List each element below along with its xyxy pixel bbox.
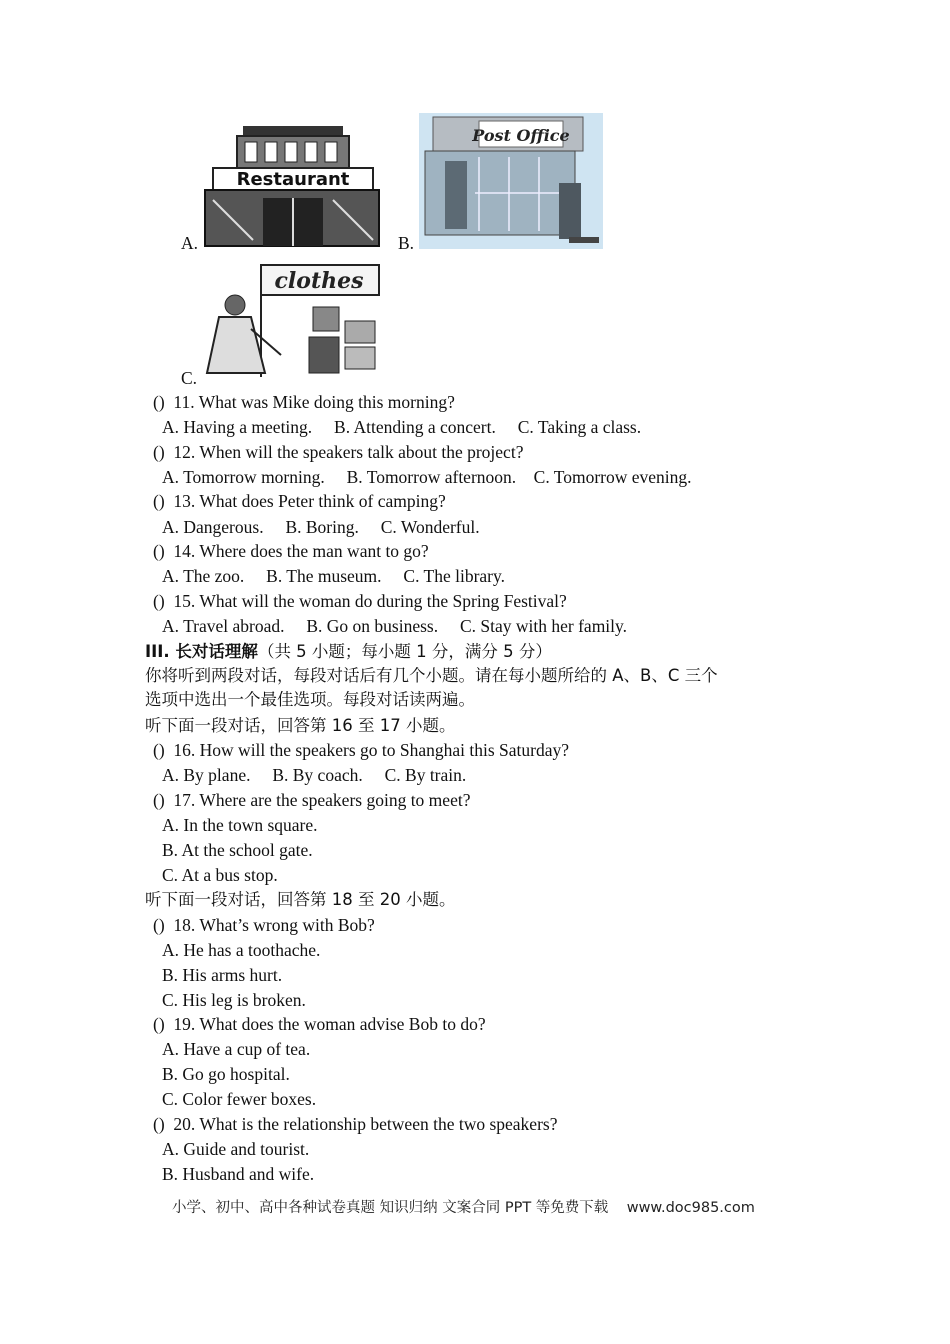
question-15: () 15. What will the woman do during the Spring Festival? (153, 591, 567, 611)
question-19-option-c: C. Color fewer boxes. (162, 1089, 317, 1109)
question-17-option-b: B. At the school gate. (162, 840, 313, 860)
question-13: () 13. What does Peter think of camping? (153, 491, 446, 511)
question-15-options: A. Travel abroad. B. Go on business. C. Stay with her family. (162, 616, 628, 636)
question-16: () 16. How will the speakers go to Shanghai this Saturday? (153, 740, 570, 760)
section-instruction-2: 选项中选出一个最佳选项。每段对话读两遍。 (145, 690, 475, 709)
dialog-2-instruction: 听下面一段对话，回答第 18 至 20 小题。 (145, 890, 456, 909)
post-office-image (419, 113, 603, 249)
question-12: () 12. When will the speakers talk about the project? (153, 442, 524, 462)
question-20-option-b: B. Husband and wife. (162, 1164, 315, 1184)
clothes-sign: clothes (274, 268, 364, 294)
question-18-option-c: C. His leg is broken. (162, 990, 306, 1010)
option-b-label: B. (398, 233, 415, 253)
question-14-options: A. The zoo. B. The museum. C. The library. (162, 566, 505, 586)
post-office-sign: Post Office (472, 126, 570, 145)
question-17-option-a: A. In the town square. (162, 815, 318, 835)
question-17-option-c: C. At a bus stop. (162, 865, 278, 885)
section-title: III. 长对话理解 (145, 642, 258, 661)
question-20-option-a: A. Guide and tourist. (162, 1139, 310, 1159)
question-18: () 18. What’s wrong with Bob? (153, 915, 375, 935)
section-heading (145, 640, 552, 663)
page-footer: 小学、初中、高中各种试卷真题 知识归纳 文案合同 PPT 等免费下载 www.doc985.com (172, 1200, 755, 1216)
restaurant-image (203, 120, 381, 248)
question-18-option-b: B. His arms hurt. (162, 965, 283, 985)
question-19-option-a: A. Have a cup of tea. (162, 1039, 311, 1059)
question-11-options: A. Having a meeting. B. Attending a concert. C. Taking a class. (162, 417, 642, 437)
option-a-label: A. (181, 233, 199, 253)
question-19: () 19. What does the woman advise Bob to do? (153, 1014, 486, 1034)
dialog-1-instruction: 听下面一段对话，回答第 16 至 17 小题。 (145, 716, 456, 735)
question-14: () 14. Where does the man want to go? (153, 541, 429, 561)
option-c-label: C. (181, 368, 198, 388)
clothes-shop-image (205, 263, 383, 379)
question-17: () 17. Where are the speakers going to meet? (153, 790, 471, 810)
section-note: （共 5 小题；每小题 1 分，满分 5 分） (257, 642, 552, 661)
restaurant-sign: Restaurant (236, 169, 350, 190)
question-16-options: A. By plane. B. By coach. C. By train. (162, 765, 467, 785)
question-19-option-b: B. Go go hospital. (162, 1064, 290, 1084)
question-13-options: A. Dangerous. B. Boring. C. Wonderful. (162, 517, 480, 537)
question-20: () 20. What is the relationship between the two speakers? (153, 1114, 558, 1134)
question-18-option-a: A. He has a toothache. (162, 940, 321, 960)
question-12-options: A. Tomorrow morning. B. Tomorrow afternoon. C. Tomorrow evening. (162, 467, 692, 487)
question-11: () 11. What was Mike doing this morning? (153, 392, 455, 412)
section-instruction-1: 你将听到两段对话，每段对话后有几个小题。请在每小题所给的 A、B、C 三个 (145, 666, 718, 685)
